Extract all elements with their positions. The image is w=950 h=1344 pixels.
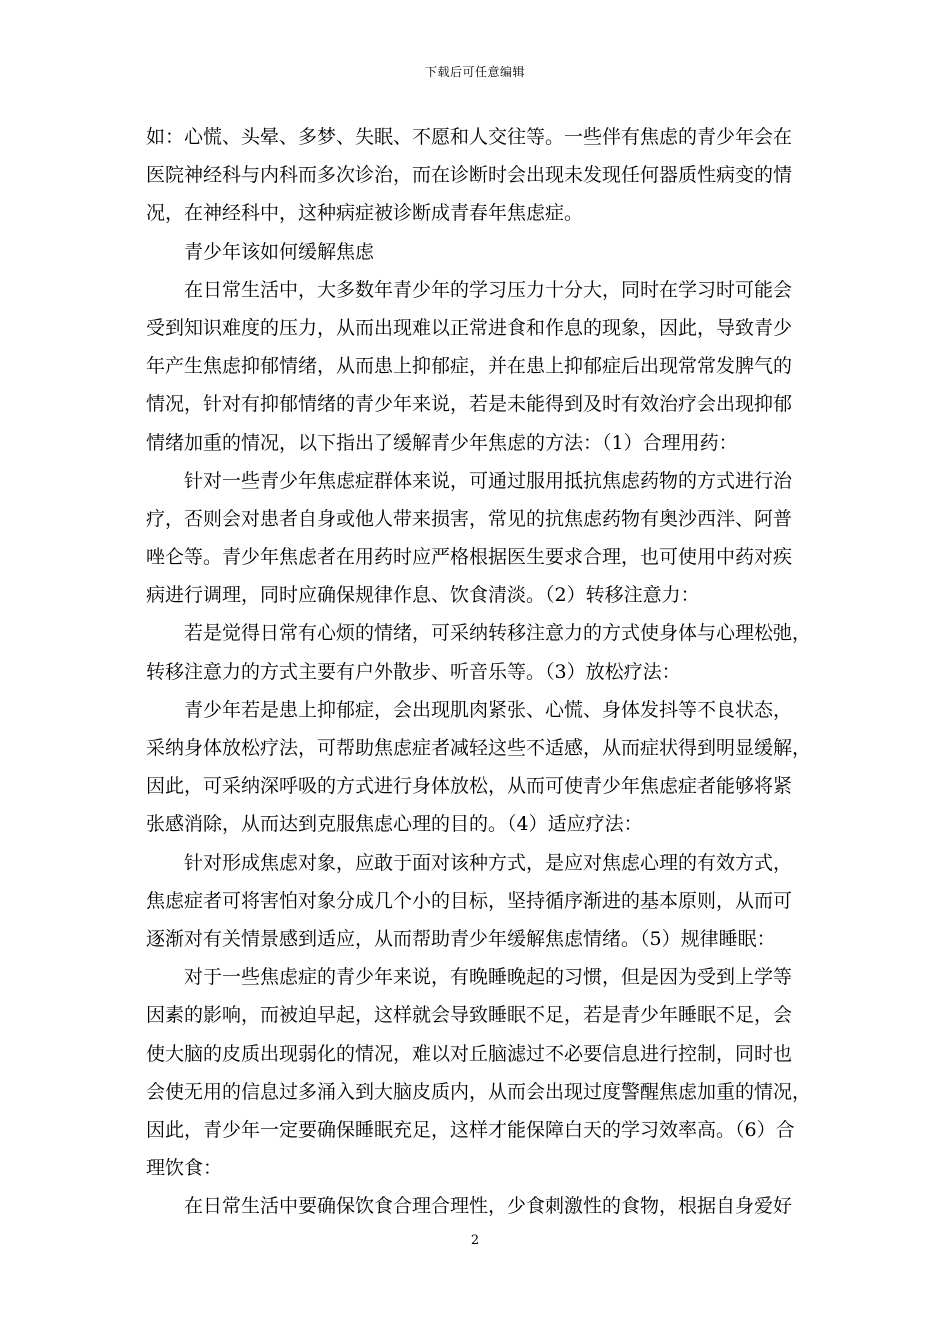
text-line: 张感消除，从而达到克服焦虑心理的目的。（4）适应疗法：: [146, 813, 643, 836]
text-line: 若是觉得日常有心烦的情绪，可采纳转移注意力的方式使身体与心理松弛，: [184, 622, 812, 645]
text-line: 疗，否则会对患者自身或他人带来损害，常见的抗焦虑药物有奥沙西泮、阿普: [146, 507, 793, 530]
text-line: 使大脑的皮质出现弱化的情况，难以对丘脑滤过不必要信息进行控制，同时也: [146, 1042, 793, 1065]
text-line: 况，在神经科中，这种病症被诊断成青春年焦虑症。: [146, 202, 584, 225]
text-line: 病进行调理，同时应确保规律作息、饮食清淡。（2）转移注意力：: [146, 584, 700, 607]
text-line: 年产生焦虑抑郁情绪，从而患上抑郁症，并在患上抑郁症后出现常常发脾气的: [146, 355, 793, 378]
text-line: 焦虑症者可将害怕对象分成几个小的目标，坚持循序渐进的基本原则，从而可: [146, 889, 793, 912]
text-line: 在日常生活中要确保饮食合理合理性，少食刺激性的食物，根据自身爱好: [184, 1195, 793, 1218]
text-line: 对于一些焦虑症的青少年来说，有晚睡晚起的习惯，但是因为受到上学等: [184, 966, 793, 989]
text-line: 会使无用的信息过多涌入到大脑皮质内，从而会出现过度警醒焦虑加重的情况，: [146, 1080, 812, 1103]
text-line: 因素的影响，而被迫早起，这样就会导致睡眠不足，若是青少年睡眠不足，会: [146, 1004, 793, 1027]
page-header: 下载后可任意编辑: [424, 65, 525, 79]
text-line: 因此，青少年一定要确保睡眠充足，这样才能保障白天的学习效率高。（6）合: [146, 1118, 795, 1141]
text-line: 针对一些青少年焦虑症群体来说，可通过服用抵抗焦虑药物的方式进行治: [184, 469, 793, 492]
text-line: 如：心慌、头晕、多梦、失眠、不愿和人交往等。一些伴有焦虑的青少年会在: [146, 126, 793, 148]
section-heading: 青少年该如何缓解焦虑: [184, 240, 375, 263]
text-line: 情绪加重的情况，以下指出了缓解青少年焦虑的方法：（1）合理用药：: [146, 431, 738, 454]
text-line: 唑仑等。青少年焦虑者在用药时应严格根据医生要求合理，也可使用中药对疾: [146, 546, 793, 569]
text-line: 采纳身体放松疗法，可帮助焦虑症者减轻这些不适感，从而症状得到明显缓解，: [146, 737, 812, 759]
text-line: 情况，针对有抑郁情绪的青少年来说，若是未能得到及时有效治疗会出现抑郁: [146, 393, 793, 416]
text-line: 逐渐对有关情景感到适应，从而帮助青少年缓解焦虑情绪。（5）规律睡眠：: [146, 927, 776, 950]
document-body: [146, 118, 814, 1225]
text-line: 受到知识难度的压力，从而出现难以正常进食和作息的现象，因此，导致青少: [146, 316, 793, 339]
text-line: 理饮食：: [146, 1157, 223, 1180]
text-line: 医院神经科与内科而多次诊治，而在诊断时会出现未发现任何器质性病变的情: [146, 164, 793, 187]
text-line: 青少年若是患上抑郁症，会出现肌肉紧张、心慌、身体发抖等不良状态，: [184, 698, 793, 721]
text-line: 在日常生活中，大多数年青少年的学习压力十分大，同时在学习时可能会: [184, 278, 793, 301]
text-line: 转移注意力的方式主要有户外散步、听音乐等。（3）放松疗法：: [146, 660, 681, 683]
page-number: 2: [470, 1233, 480, 1248]
text-line: 针对形成焦虑对象，应敢于面对该种方式，是应对焦虑心理的有效方式，: [184, 851, 793, 874]
text-line: 因此，可采纳深呼吸的方式进行身体放松，从而可使青少年焦虑症者能够将紧: [146, 775, 793, 798]
